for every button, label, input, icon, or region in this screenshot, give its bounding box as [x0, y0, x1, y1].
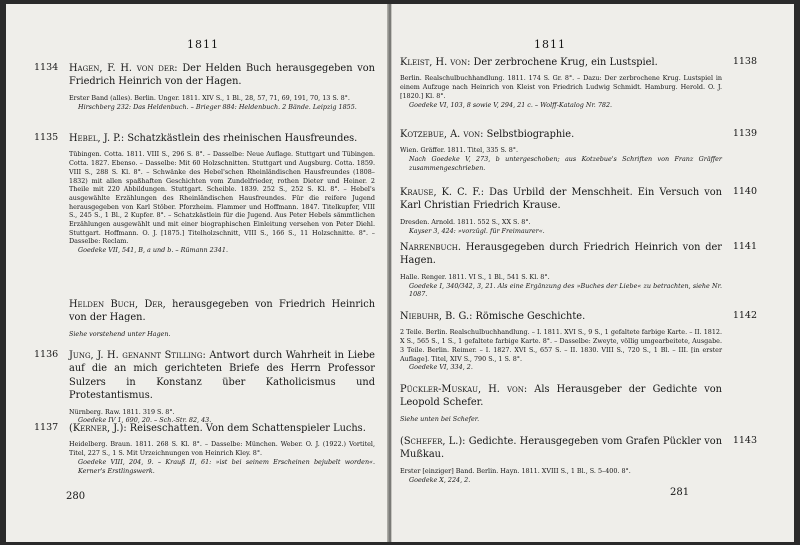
entry-heading [400, 241, 722, 268]
entry-heading [400, 128, 722, 141]
entry-author: Niebuhr, B. G.: [400, 311, 473, 322]
entry-details: Dresden. Arnold. 1811. 552 S., XX S. 8°. [400, 217, 531, 226]
entry-title: Das Urbild der Menschheit. Ein Versuch von Karl Christian Friedrich Krause. [400, 187, 722, 212]
entry-1141 [400, 241, 757, 299]
entry-number: 1141 [732, 241, 757, 252]
entry-notes: Goedeke VII, 541, B, a und b. – Rümann 2341. [78, 246, 228, 255]
entry-notes: Goedeke IV 1, 690, 20. – Sch.-Str. 82, 43. [78, 416, 212, 425]
entry-1134 [34, 62, 375, 111]
entry-1139 [400, 128, 757, 173]
entry-details: Erster Band (alles). Berlin. Unger. 1811. XIV S., 1 Bl., 28, 57, 71, 69, 191, 70, 13 S. 8°. [69, 93, 350, 102]
entry-details: Erster [einziger] Band. Berlin. Hayn. 1811. XVIII S., 1 Bl., S. 5–400. 8°. [400, 466, 631, 475]
entry-details: Wien. Gräffer. 1811. Titel, 335 S. 8°. [400, 146, 518, 155]
entry-notes: Goedeke VIII, 204, 9. – Krauß II, 61: »ist bei seinem Erscheinen bejubelt worden«. Kerner's Erstlingswerk. [78, 457, 375, 475]
entry-heading [400, 383, 722, 410]
entry-title: Antwort durch Wahrheit in Liebe auf die an mich gerichteten Briefe des Herrn Professor Sulzers in Konstanz über Katholicismus und Protestantismus. [69, 350, 375, 402]
entry-pueckler-muskau [400, 383, 722, 424]
entry-author: Kotzebue, A. von: [400, 129, 484, 140]
entry-number: 1136 [34, 349, 59, 360]
entry-heading [69, 62, 375, 89]
entry-heading [400, 310, 722, 323]
entry-heading [400, 435, 722, 462]
page-number: 280 [66, 491, 86, 502]
entry-title: Der Helden Buch herausgegeben von Friedrich Heinrich von der Hagen. [69, 63, 375, 88]
entry-title: Selbstbiographie. [486, 129, 575, 140]
right-page [391, 4, 794, 542]
entry-number: 1137 [34, 422, 59, 433]
entry-1138 [400, 56, 757, 109]
entry-author: (Schefer, L.): [400, 436, 466, 447]
entry-author: Jung, J. H. genannt Stilling: [69, 350, 206, 361]
entry-author: Kleist, H. von: [400, 57, 471, 68]
entry-author: Pückler-Muskau, H. von: [400, 384, 528, 395]
entry-number: 1143 [732, 435, 757, 446]
entry-notes: Goedeke VI, 334, 2. [409, 363, 473, 372]
entry-notes: Kayser 3, 424: »vorzügl. für Freimaurer«. [409, 226, 545, 235]
entry-number: 1142 [732, 310, 757, 321]
running-head-year: 1811 [187, 38, 219, 51]
entry-title: Reiseschatten. Von dem Schattenspieler Luchs. [129, 423, 366, 434]
entry-1135 [34, 132, 375, 255]
entry-details: Halle. Renger. 1811. VI S., 1 Bl., 541 S. Kl. 8°. [400, 272, 550, 281]
entry-heading [69, 132, 375, 145]
entry-title: herausgegeben von Friedrich Heinrich von der Hagen. [69, 299, 376, 324]
entry-heading [69, 298, 375, 325]
cross-reference: Siehe unten bei Schefer. [400, 414, 480, 423]
cross-reference: Siehe vorstehend unter Hagen. [69, 329, 171, 338]
entry-heading [400, 186, 722, 213]
entry-notes: Goedeke X, 224, 2. [409, 475, 471, 484]
entry-heading [69, 349, 375, 403]
entry-1137 [34, 422, 375, 475]
entry-1136 [34, 349, 375, 425]
entry-1142 [400, 310, 757, 372]
entry-number: 1134 [34, 62, 59, 73]
entry-heading [400, 56, 722, 69]
entry-title: Gedichte. Herausgegeben vom Grafen Pückler von Mußkau. [400, 436, 723, 461]
entry-notes: Goedeke I, 340/342, 3, 21. Als eine Ergänzung des »Buches der Liebe« zu betrachten, siehe Nr. 1087. [409, 281, 722, 299]
entry-1140 [400, 186, 757, 235]
entry-title: Schatzkästlein des rheinischen Hausfreundes. [127, 133, 358, 144]
entry-author: Hebel, J. P.: [69, 133, 125, 144]
entry-heading [69, 422, 375, 435]
entry-title: Als Herausgeber der Gedichte von Leopold Schefer. [400, 384, 722, 409]
entry-details: Berlin. Realschulbuchhandlung. 1811. 174 S. Gr. 8°. – Dazu: Der zerbrochene Krug. Lustspiel in einem Aufzuge nach Heinrich von Kleist von Friedrich Ludwig Schmidt. Hamburg. Herold. O. J. [1820.] Kl. 8°. [400, 74, 722, 100]
entry-title: Römische Geschichte. [475, 311, 586, 322]
page-number: 281 [670, 487, 690, 498]
entry-1143 [400, 435, 757, 484]
entry-details: 2 Teile. Berlin. Realschulbuchhandlung. – I. 1811. XVI S., 9 S., 1 gefaltete farbige Karte. – II. 1812. X S., 565 S., 1 S., 1 gefaltete farbige Karte. 8°. – Dasselbe: Zweyte, völlig umgearbeitete, Ausgabe. 3 Teile. Berlin. Reimer. – I. 1827. XVI S., 657 S. – II. 1830. VIII S., 720 S., 1 Bl. – III. [in erster Auflage]. Titel, XIV S., 790 S., 1 S. 8°. [400, 328, 722, 363]
entry-title: Herausgegeben durch Friedrich Heinrich von der Hagen. [400, 242, 722, 267]
running-head-year: 1811 [534, 38, 566, 51]
left-page [6, 4, 389, 542]
entry-author: Krause, K. C. F.: [400, 187, 485, 198]
entry-notes: Nach Goedeke V, 273, b untergeschoben; aus Kotzebue's Schriften von Franz Gräffer zusammengeschrieben. [409, 155, 722, 172]
entry-number: 1139 [732, 128, 757, 139]
entry-author: Helden Buch, Der, [69, 299, 166, 310]
entry-details: Tübingen. Cotta. 1811. VIII S., 296 S. 8°. – Dasselbe: Neue Auflage. Stuttgart und Tübingen. Cotta. 1827. Ebenso. – Dasselbe: Mit 60 Holzschnitten. Stuttgart und Augsburg. Cotta. 1859. VIII S., 288 S. Kl. 8°. – Schwänke des Hebel'schen Rheinländischen Hausfreundes (1808–1832) mit allen spaßhaften Geschichten vom Zundelfrieder, rothen Dieter und Heiner. 2 Theile mit 220 Abbildungen. Stuttgart. Scheible. 1839. 252 S., 252 S. Kl. 8°. – Hebel's ausgewählte Erzählungen des Rheinländischen Hausfreundes. Für die reifere Jugend herausgegeben von Karl Stöber. Pforzheim. Flammer und Hoffmann. 1847. Titelkupfer, VIII S., 245 S., 1 Bl., 2 Kupfer. 8°. – Schatzkästlein für die Jugend. Aus Peter Hebels sämmtlichen Erzählungen ausgewählt und mit einer biographischen Einleitung versehen von Peter Diehl. Stuttgart. Hoffmann. O. J. [1875.] Titelholzschnitt, VIII S., 166 S., 11 Holzschnitte. 8°. – Dasselbe: Reclam. [69, 150, 375, 246]
entry-number: 1135 [34, 132, 59, 143]
entry-helden-buch [69, 298, 375, 339]
entry-number: 1140 [732, 186, 757, 197]
entry-notes: Hirschberg 232: Das Heldenbuch. – Brieger 884: Heldenbuch. 2 Bände. Leipzig 1855. [78, 102, 357, 111]
entry-author: Hagen, F. H. von der: [69, 63, 178, 74]
entry-author: Narrenbuch. [400, 242, 462, 253]
entry-number: 1138 [732, 56, 757, 67]
entry-title: Der zerbrochene Krug, ein Lustspiel. [473, 57, 658, 68]
entry-notes: Goedeke VI, 103, 8 sowie V, 294, 21 c. – Wolff-Katalog Nr. 782. [409, 100, 613, 109]
entry-author: (Kerner, J.): [69, 423, 127, 434]
entry-details: Heidelberg. Braun. 1811. 268 S. Kl. 8°. – Dasselbe: München. Weber. O. J. (1922.) Vortitel, Titel, 227 S., 1 S. Mit Urzeichnungen von Heinrich Kley. 8°. [69, 440, 375, 458]
entry-details: Nürnberg. Raw. 1811. 319 S. 8°. [69, 407, 175, 416]
